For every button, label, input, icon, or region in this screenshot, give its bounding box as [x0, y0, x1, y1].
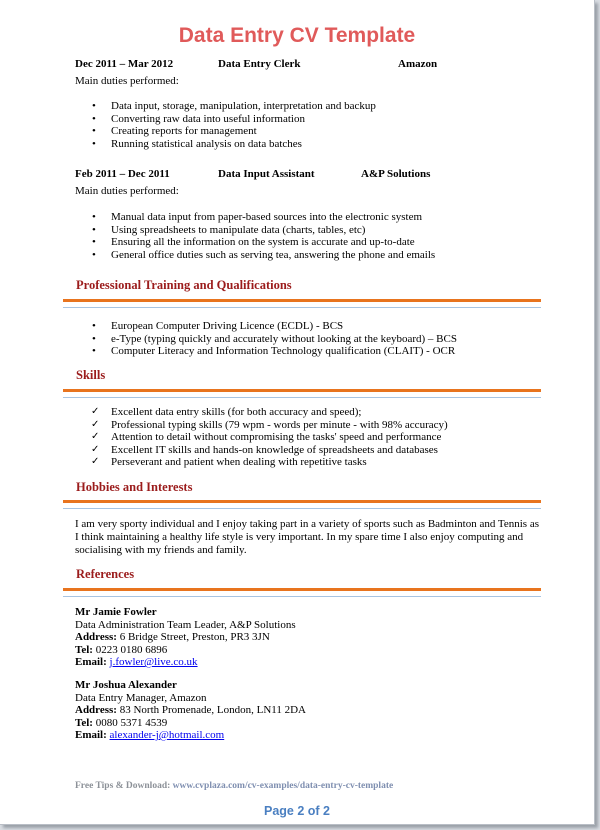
footer-label: Free Tips & Download: — [75, 781, 171, 791]
list-item: • Manual data input from paper-based sources into the electronic system — [0, 211, 435, 224]
job-company: A&P Solutions — [361, 168, 431, 180]
section-divider — [63, 500, 541, 509]
section-heading-references: References — [76, 567, 135, 581]
list-item: • Ensuring all the information on the system is accurate and up-to-date — [0, 236, 435, 249]
reference-card — [75, 679, 306, 742]
duties-label: Main duties performed: — [75, 185, 179, 197]
list-item: ✓ Excellent IT skills and hands-on knowledge of spreadsheets and databases — [0, 444, 448, 457]
reference-tel: Tel: 0223 0180 6896 — [75, 643, 168, 656]
email-link[interactable]: alexander-j@hotmail.com — [109, 729, 225, 741]
list-item: • General office duties such as serving tea, answering the phone and emails — [0, 249, 435, 262]
reference-tel: Tel: 0080 5371 4539 — [75, 716, 168, 729]
list-item: • European Computer Driving Licence (ECDL) - BCS — [0, 320, 457, 333]
list-item: ✓ Excellent data entry skills (for both accuracy and speed); — [0, 406, 448, 419]
skills-list — [0, 406, 448, 469]
list-item: • Converting raw data into useful information — [0, 113, 376, 126]
reference-card — [75, 606, 296, 669]
section-heading-training: Professional Training and Qualifications — [76, 278, 292, 292]
email-link[interactable]: j.fowler@live.co.uk — [109, 656, 198, 668]
reference-position: Data Administration Team Leader, A&P Solutions — [75, 618, 296, 631]
section-heading-hobbies: Hobbies and Interests — [76, 480, 193, 494]
section-divider — [63, 588, 541, 597]
job-role: Data Input Assistant — [218, 168, 315, 180]
job-header — [0, 58, 594, 72]
list-item: ✓ Attention to detail without compromising the tasks' speed and performance — [0, 431, 448, 444]
reference-email: Email: j.fowler@live.co.uk — [75, 656, 198, 668]
list-item: • e-Type (typing quickly and accurately without looking at the keyboard) – BCS — [0, 333, 457, 346]
job-header — [0, 168, 594, 182]
list-item: • Data input, storage, manipulation, interpretation and backup — [0, 100, 376, 113]
reference-address: Address: 6 Bridge Street, Preston, PR3 3JN — [75, 631, 270, 643]
reference-name: Mr Joshua Alexander — [75, 679, 177, 691]
list-item: • Using spreadsheets to manipulate data (charts, tables, etc) — [0, 224, 435, 237]
section-divider — [63, 299, 541, 308]
page-number: Page 2 of 2 — [264, 804, 330, 818]
reference-position: Data Entry Manager, Amazon — [75, 691, 207, 704]
section-heading-skills: Skills — [76, 368, 106, 382]
section-divider — [63, 389, 541, 398]
list-item: • Creating reports for management — [0, 125, 376, 138]
hobbies-text: I am very sporty individual and I enjoy taking part in a variety of sports such as Badminton and Tennis as I think maintaining a healthy life style is very important. In my spare time I also enjoy computing and socialising with my friends and family. — [75, 518, 539, 556]
footer-tips — [75, 781, 393, 791]
list-item: ✓ Perseverant and patient when dealing with repetitive tasks — [0, 456, 448, 469]
training-list — [0, 320, 457, 358]
reference-name: Mr Jamie Fowler — [75, 606, 157, 618]
duties-label: Main duties performed: — [75, 75, 179, 87]
duties-list — [0, 100, 376, 150]
reference-address: Address: 83 North Promenade, London, LN11 2DA — [75, 704, 306, 716]
list-item: ✓ Professional typing skills (79 wpm - words per minute - with 98% accuracy) — [0, 419, 448, 432]
reference-email: Email: alexander-j@hotmail.com — [75, 729, 225, 741]
job-dates: Feb 2011 – Dec 2011 — [75, 168, 170, 180]
job-role: Data Entry Clerk — [218, 58, 301, 70]
list-item: • Computer Literacy and Information Technology qualification (CLAIT) - OCR — [0, 345, 457, 358]
duties-list — [0, 211, 435, 261]
list-item: • Running statistical analysis on data batches — [0, 138, 376, 151]
job-dates: Dec 2011 – Mar 2012 — [75, 58, 174, 70]
job-company: Amazon — [398, 58, 438, 70]
cv-title: Data Entry CV Template — [178, 24, 416, 47]
footer-url[interactable]: www.cvplaza.com/cv-examples/data-entry-cv-template — [172, 781, 394, 791]
